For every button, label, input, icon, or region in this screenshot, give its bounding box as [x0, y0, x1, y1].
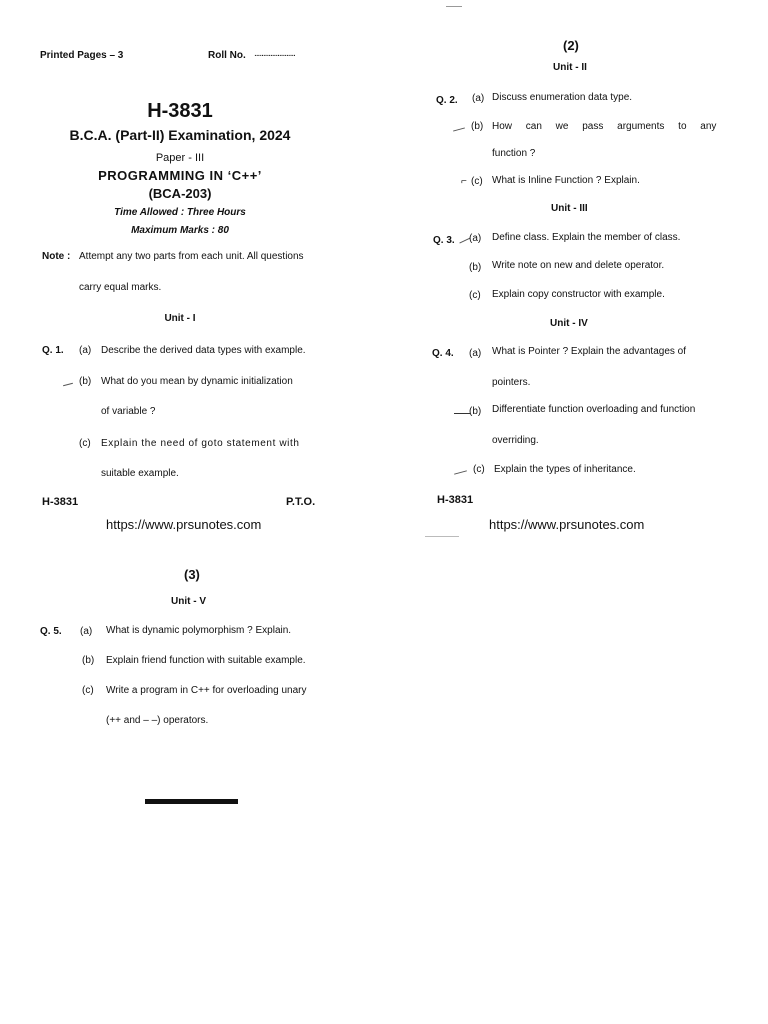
q4b-line-2: overriding. [492, 435, 539, 446]
end-rule [145, 799, 238, 804]
max-marks: Maximum Marks : 80 [131, 225, 229, 236]
q1b-label: (b) [79, 376, 92, 387]
q3b-text: Write note on new and delete operator. [492, 260, 665, 271]
footer-code: H-3831 [42, 496, 79, 508]
paper-number: Paper - III [155, 152, 205, 164]
unit-2-title: Unit - II [553, 62, 587, 73]
note-line-2: carry equal marks. [79, 282, 162, 293]
q2c-text: What is Inline Function ? Explain. [492, 175, 640, 186]
q4a-line-2: pointers. [492, 377, 531, 388]
q2c-label: (c) [471, 176, 483, 187]
pen-mark: ⌐ [461, 176, 467, 187]
q5a-text: What is dynamic polymorphism ? Explain. [106, 625, 292, 636]
q5c-line-1: Write a program in C++ for overloading unary [106, 685, 307, 696]
pen-mark [63, 383, 73, 387]
q5b-text: Explain friend function with suitable example. [106, 655, 306, 666]
note-label: Note : [42, 251, 71, 262]
page-number-2: (2) [563, 38, 579, 53]
time-allowed: Time Allowed : Three Hours [114, 207, 246, 218]
q3a-text: Define class. Explain the member of class. [492, 232, 681, 243]
q3a-label: (a) [469, 233, 482, 244]
unit-5-title: Unit - V [171, 596, 206, 607]
q2b-line-1: How can we pass arguments to any [492, 121, 717, 132]
roll-no-blank: ....................... [254, 48, 295, 59]
unit-3-title: Unit - III [551, 203, 588, 214]
q1b-line-2: of variable ? [101, 406, 156, 417]
footer-code-2: H-3831 [437, 494, 474, 506]
course-code: (BCA-203) [148, 186, 212, 201]
unit-1-title: Unit - I [164, 313, 196, 324]
q1b-line-1: What do you mean by dynamic initialization [101, 376, 293, 387]
q1a-text: Describe the derived data types with example. [101, 345, 306, 356]
pen-mark [453, 127, 465, 131]
q3b-label: (b) [469, 262, 482, 273]
note-line-1: Attempt any two parts from each unit. All questions [79, 251, 304, 262]
subject-title: PROGRAMMING IN ‘C++’ [98, 168, 262, 183]
q4b-line-1: Differentiate function overloading and function [492, 404, 696, 415]
q1c-line-1: Explain the need of goto statement with [101, 438, 300, 449]
q2-label: Q. 2. [436, 95, 458, 106]
roll-no-label: Roll No. [208, 50, 246, 61]
q4c-text: Explain the types of inheritance. [494, 464, 636, 475]
q1a-label: (a) [79, 345, 92, 356]
q2b-line-2: function ? [492, 148, 536, 159]
exam-title: B.C.A. (Part-II) Examination, 2024 [69, 127, 291, 143]
q5c-label: (c) [82, 685, 94, 696]
q5a-label: (a) [80, 626, 93, 637]
scan-mark [425, 536, 459, 537]
q3-label: Q. 3. [433, 235, 455, 246]
unit-4-title: Unit - IV [550, 318, 588, 329]
q4b-label: (b) [469, 406, 482, 417]
q5b-label: (b) [82, 655, 95, 666]
pen-mark [454, 413, 470, 414]
paper-code: H-3831 [147, 100, 213, 122]
q4-label: Q. 4. [432, 348, 454, 359]
q1c-label: (c) [79, 438, 91, 449]
q2b-label: (b) [471, 121, 484, 132]
printed-pages: Printed Pages – 3 [40, 50, 124, 61]
q4c-label: (c) [473, 464, 485, 475]
q4a-label: (a) [469, 348, 482, 359]
q4a-line-1: What is Pointer ? Explain the advantages of [492, 346, 687, 357]
q1-label: Q. 1. [42, 345, 64, 356]
page-number-3: (3) [184, 567, 200, 582]
source-url-2: https://www.prsunotes.com [489, 517, 645, 532]
pen-mark [454, 470, 467, 474]
scan-mark [446, 6, 462, 7]
footer-pto: P.T.O. [286, 496, 316, 508]
q3c-text: Explain copy constructor with example. [492, 289, 665, 300]
q3c-label: (c) [469, 290, 481, 301]
source-url: https://www.prsunotes.com [106, 517, 262, 532]
q5c-line-2: (++ and – –) operators. [106, 715, 209, 726]
q2a-text: Discuss enumeration data type. [492, 92, 633, 103]
q1c-line-2: suitable example. [101, 468, 179, 479]
q5-label: Q. 5. [40, 626, 62, 637]
q2a-label: (a) [472, 93, 485, 104]
